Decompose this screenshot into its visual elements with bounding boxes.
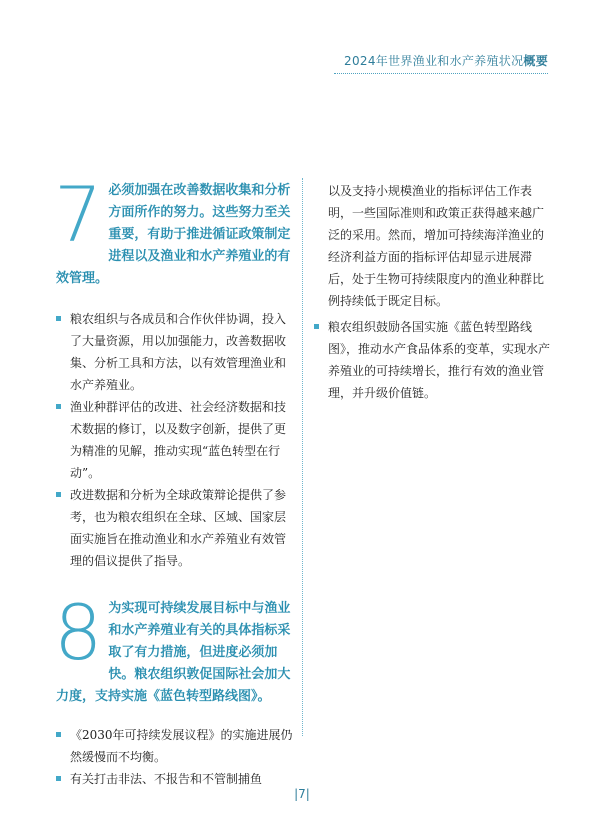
bullet-square-icon	[56, 732, 61, 737]
continued-paragraph: 以及支持小规模渔业的指标评估工作表明，一些国际准则和政策正获得越来越广泛的采用。然而，增加可持续海洋渔业的经济利益方面的指标评估却显示进展滞后，处于生物可持续限度内的渔业种群比例持续低于既定目标。	[328, 184, 545, 308]
section-7-lead: 必须加强在改善数据收集和分析方面所作的努力。这些努力至关重要，有助于推进循证政策制定进程以及渔业和水产养殖业的有效管理。	[56, 183, 291, 286]
running-header	[344, 52, 548, 69]
section-7-heading	[54, 170, 294, 290]
section-8-right-bullets	[314, 316, 550, 404]
header-title-bold: 概要	[523, 54, 548, 68]
section-7-bullets	[56, 308, 294, 572]
header-rule	[334, 73, 548, 74]
bullet-square-icon	[56, 316, 61, 321]
header-title: 2024年世界渔业和水产养殖状况	[344, 54, 524, 68]
right-column	[314, 180, 550, 404]
bullet-square-icon	[314, 324, 319, 329]
section-8-heading	[54, 588, 294, 708]
list-item: 渔业种群评估的改进、社会经济数据和技术数据的修订，以及数字创新，提供了更为精准的见解，推动实现“蓝色转型在行动”。	[56, 396, 294, 484]
list-item: 粮农组织与各成员和合作伙伴协调，投入了大量资源，用以加强能力，改善数据收集、分析工具和方法，以有效管理渔业和水产养殖业。	[56, 308, 294, 396]
section-8-bullets	[56, 724, 294, 790]
list-item: 粮农组织鼓励各国实施《蓝色转型路线图》，推动水产食品体系的变革，实现水产养殖业的可持续增长，推行有效的渔业管理，并升级价值链。	[314, 316, 550, 404]
bullet-square-icon	[56, 404, 61, 409]
column-divider	[302, 178, 303, 736]
page-number: |7|	[294, 787, 310, 801]
list-item: 改进数据和分析为全球政策辩论提供了参考，也为粮农组织在全球、区域、国家层面实施旨在推动渔业和水产养殖业有效管理的倡议提供了指导。	[56, 484, 294, 572]
bullet-square-icon	[56, 492, 61, 497]
section-8-lead: 为实现可持续发展目标中与渔业和水产养殖业有关的具体指标采取了有力措施，但进度必须加快。粮农组织敦促国际社会加大力度，支持实施《蓝色转型路线图》。	[56, 601, 291, 704]
section-number-8: 8	[54, 588, 103, 677]
left-column	[54, 170, 294, 790]
section-number-7: 7	[54, 170, 103, 259]
list-item: 有关打击非法、不报告和不管制捕鱼	[56, 768, 294, 790]
list-item: 《2030年可持续发展议程》的实施进展仍然缓慢而不均衡。	[56, 724, 294, 768]
bullet-square-icon	[56, 776, 61, 781]
